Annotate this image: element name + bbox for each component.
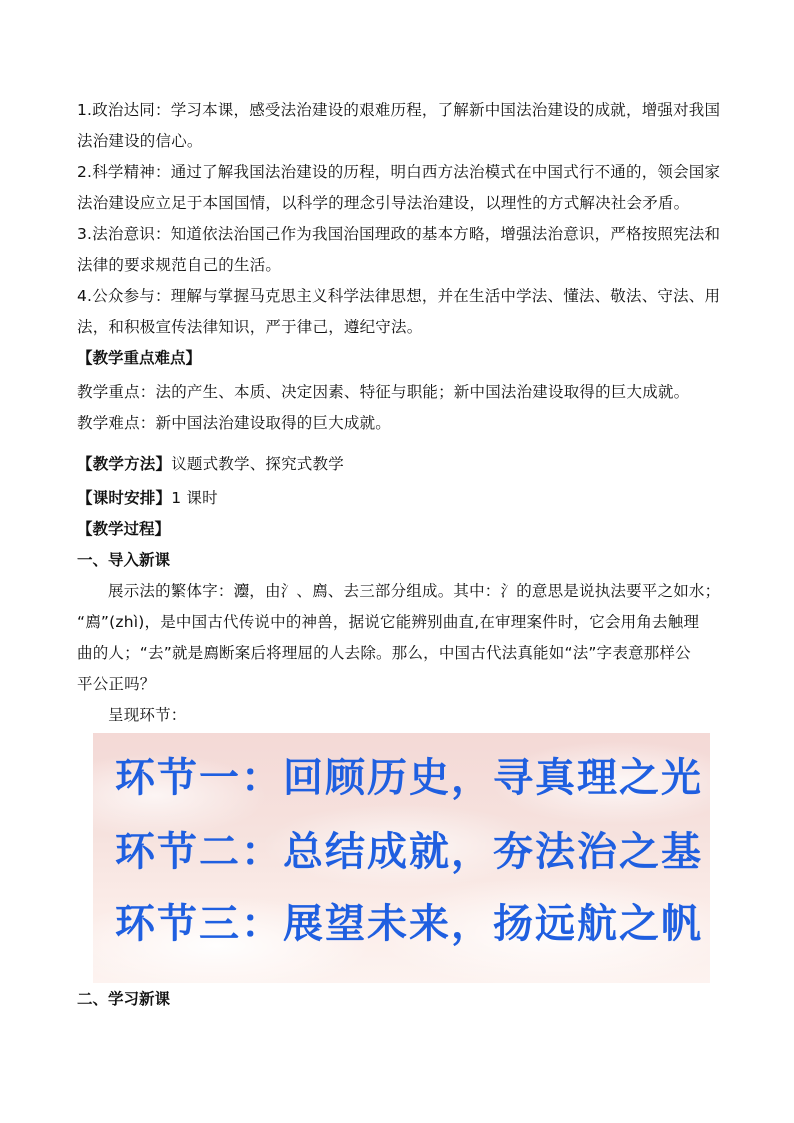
document-body (77, 95, 722, 731)
key-points-heading: 【教学重点难点】 (77, 349, 202, 367)
banner-stage-3: 环节三：展望未来，扬远航之帆 (115, 901, 703, 947)
teaching-method-value: 议题式教学、探究式教学 (171, 455, 344, 473)
objective-4-line-2: 法，和积极宣传法律知识，严于律己，遵纪守法。 (77, 318, 423, 336)
teaching-method (77, 449, 722, 480)
stages-banner-image (93, 733, 710, 983)
class-schedule-value: 1 课时 (171, 489, 218, 507)
section-1-title: 一、导入新课 (77, 551, 171, 569)
key-point-text: 教学重点：法的产生、本质、决定因素、特征与职能；新中国法治建设取得的巨大成就。 (77, 383, 690, 401)
present-label: 呈现环节： (108, 706, 187, 724)
class-schedule-label: 【课时安排】 (77, 489, 172, 507)
objective-1-line-1: 1.政治达同：学习本课，感受法治建设的艰难历程，了解新中国法治建设的成就，增强对我国 (77, 101, 721, 119)
objective-1-line-2: 法治建设的信心。 (77, 132, 203, 150)
teaching-process-heading: 【教学过程】 (77, 520, 171, 538)
section-2-title: 二、学习新课 (77, 990, 171, 1008)
banner-stage-1: 环节一：回顾历史，寻真理之光 (115, 755, 703, 801)
intro-line-2: “廌”(zhì)，是中国古代传说中的神兽，据说它能辨别曲直,在审理案件时，它会用角去触理 (77, 613, 700, 631)
objective-2-line-1: 2.科学精神：通过了解我国法治建设的历程，明白西方法治模式在中国式行不通的，领会国家 (77, 163, 721, 181)
difficult-point-text: 教学难点：新中国法治建设取得的巨大成就。 (77, 414, 392, 432)
objective-3-line-2: 法律的要求规范自己的生活。 (77, 256, 282, 274)
objective-2-line-2: 法治建设应立足于本国国情，以科学的理念引导法治建设，以理性的方式解决社会矛盾。 (77, 194, 690, 212)
teaching-method-label: 【教学方法】 (77, 455, 172, 473)
class-schedule (77, 483, 722, 514)
intro-line-4: 平公正吗？ (77, 675, 156, 693)
objective-4-line-1: 4.公众参与：理解与掌握马克思主义科学法律思想，并在生活中学法、懂法、敬法、守法、用 (77, 287, 721, 305)
objective-3-line-1: 3.法治意识：知道依法治国己作为我国治国理政的基本方略，增强法治意识，严格按照宪法和 (77, 225, 721, 243)
intro-line-1: 展示法的繁体字：灋，由氵、廌、去三部分组成。其中：氵的意思是说执法要平之如水； (108, 582, 721, 600)
intro-line-3: 曲的人；“去”就是廌断案后将理屈的人去除。那么，中国古代法真能如“法”字表意那样公 (77, 644, 691, 662)
banner-stage-2: 环节二：总结成就，夯法治之基 (115, 829, 703, 875)
